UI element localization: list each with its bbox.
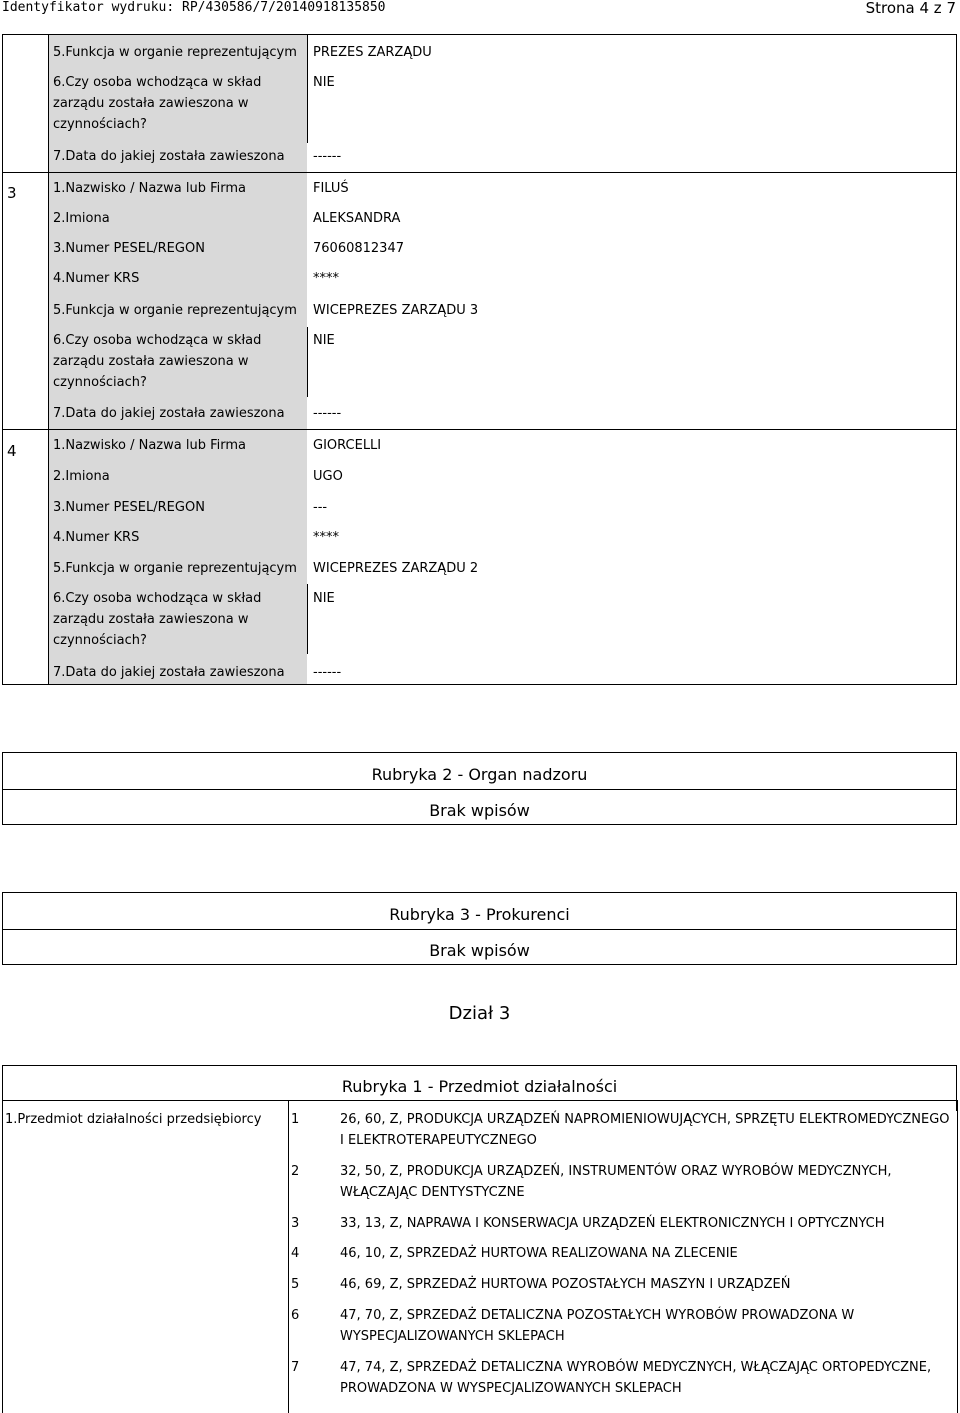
activity-number: 7 xyxy=(291,1360,300,1375)
activity-number: 5 xyxy=(291,1277,300,1292)
row-value: ------ xyxy=(313,149,342,164)
activity-description: 47, 74, Z, SPRZEDAŻ DETALICZNA WYROBÓW MEDYCZNYCH, WŁĄCZAJĄC ORTOPEDYCZNE, PROWADZONA W WYSPECJALIZOWANYCH SKLEPACH xyxy=(340,1360,932,1396)
activity-number: 2 xyxy=(291,1164,300,1179)
row-label: 7.Data do jakiej została zawieszona xyxy=(53,406,285,421)
row-value: NIE xyxy=(313,591,335,606)
row-value: 76060812347 xyxy=(313,241,404,256)
print-id: Identyfikator wydruku: RP/430586/7/20140918135850 xyxy=(2,0,386,15)
row-label: 5.Funkcja w organie reprezentującym xyxy=(53,45,297,60)
row-value: --- xyxy=(313,500,328,515)
row-label: 1.Nazwisko / Nazwa lub Firma xyxy=(53,438,246,453)
activity-number: 1 xyxy=(291,1112,300,1127)
person-number: 4 xyxy=(7,442,17,460)
rubryka-3-empty: Brak wpisów xyxy=(429,941,530,960)
rubryka-3-title: Rubryka 3 - Prokurenci xyxy=(389,905,570,924)
row-label: 7.Data do jakiej została zawieszona xyxy=(53,149,285,164)
row-label: 4.Numer KRS xyxy=(53,271,140,286)
row-label: 5.Funkcja w organie reprezentującym xyxy=(53,561,297,576)
activity-description: 47, 70, Z, SPRZEDAŻ DETALICZNA POZOSTAŁYCH WYROBÓW PROWADZONA W WYSPECJALIZOWANYCH SKLEPACH xyxy=(340,1308,855,1344)
row-value: FILUŚ xyxy=(313,181,349,196)
person-number: 3 xyxy=(7,184,17,202)
row-value: NIE xyxy=(313,75,335,90)
row-value: ------ xyxy=(313,665,342,680)
activity-description: 26, 60, Z, PRODUKCJA URZĄDZEŃ NAPROMIENIOWUJĄCYCH, SPRZĘTU ELEKTROMEDYCZNEGO I ELEKTROTERAPEUTYCZNEGO xyxy=(340,1112,950,1148)
activity-number: 3 xyxy=(291,1216,300,1231)
row-label: 7.Data do jakiej została zawieszona xyxy=(53,665,285,680)
row-value: **** xyxy=(313,530,339,545)
row-label: 6.Czy osoba wchodząca w skład zarządu została zawieszona w czynnościach? xyxy=(53,591,262,648)
row-label: 3.Numer PESEL/REGON xyxy=(53,500,205,515)
row-value: ------ xyxy=(313,406,342,421)
row-value: GIORCELLI xyxy=(313,438,382,453)
rubryka-1-title: Rubryka 1 - Przedmiot działalności xyxy=(341,1077,618,1096)
page-number: Strona 4 z 7 xyxy=(865,0,956,17)
activity-number: 6 xyxy=(291,1308,300,1323)
row-value: PREZES ZARZĄDU xyxy=(313,45,432,60)
row-value: WICEPREZES ZARZĄDU 3 xyxy=(313,303,479,318)
rubryka-2-empty: Brak wpisów xyxy=(429,801,530,820)
print-header xyxy=(0,0,960,18)
row-label: 2.Imiona xyxy=(53,211,110,226)
activity-description: 33, 13, Z, NAPRAWA I KONSERWACJA URZĄDZEŃ ELEKTRONICZNYCH I OPTYCZNYCH xyxy=(340,1216,885,1231)
row-value: **** xyxy=(313,271,339,286)
row-label: 3.Numer PESEL/REGON xyxy=(53,241,205,256)
activity-description: 46, 69, Z, SPRZEDAŻ HURTOWA POZOSTAŁYCH MASZYN I URZĄDZEŃ xyxy=(340,1277,791,1292)
row-value: WICEPREZES ZARZĄDU 2 xyxy=(313,561,479,576)
activity-description: 32, 50, Z, PRODUKCJA URZĄDZEŃ, INSTRUMENTÓW ORAZ WYROBÓW MEDYCZNYCH, WŁĄCZAJĄC DENTYSTYCZNE xyxy=(340,1164,892,1200)
row-value: UGO xyxy=(313,469,343,484)
dzial-3-title: Dział 3 xyxy=(448,1003,511,1024)
row-label: 6.Czy osoba wchodząca w skład zarządu została zawieszona w czynnościach? xyxy=(53,333,262,390)
row-label: 5.Funkcja w organie reprezentującym xyxy=(53,303,297,318)
rubryka-2-title: Rubryka 2 - Organ nadzoru xyxy=(371,765,588,784)
row-label: 1.Nazwisko / Nazwa lub Firma xyxy=(53,181,246,196)
activity-description: 46, 10, Z, SPRZEDAŻ HURTOWA REALIZOWANA NA ZLECENIE xyxy=(340,1246,738,1261)
row-label: 6.Czy osoba wchodząca w skład zarządu została zawieszona w czynnościach? xyxy=(53,75,262,132)
row-value: NIE xyxy=(313,333,335,348)
activity-field-label: 1.Przedmiot działalności przedsiębiorcy xyxy=(5,1112,262,1127)
row-label: 2.Imiona xyxy=(53,469,110,484)
row-value: ALEKSANDRA xyxy=(313,211,401,226)
row-label: 4.Numer KRS xyxy=(53,530,140,545)
activity-number: 4 xyxy=(291,1246,300,1261)
